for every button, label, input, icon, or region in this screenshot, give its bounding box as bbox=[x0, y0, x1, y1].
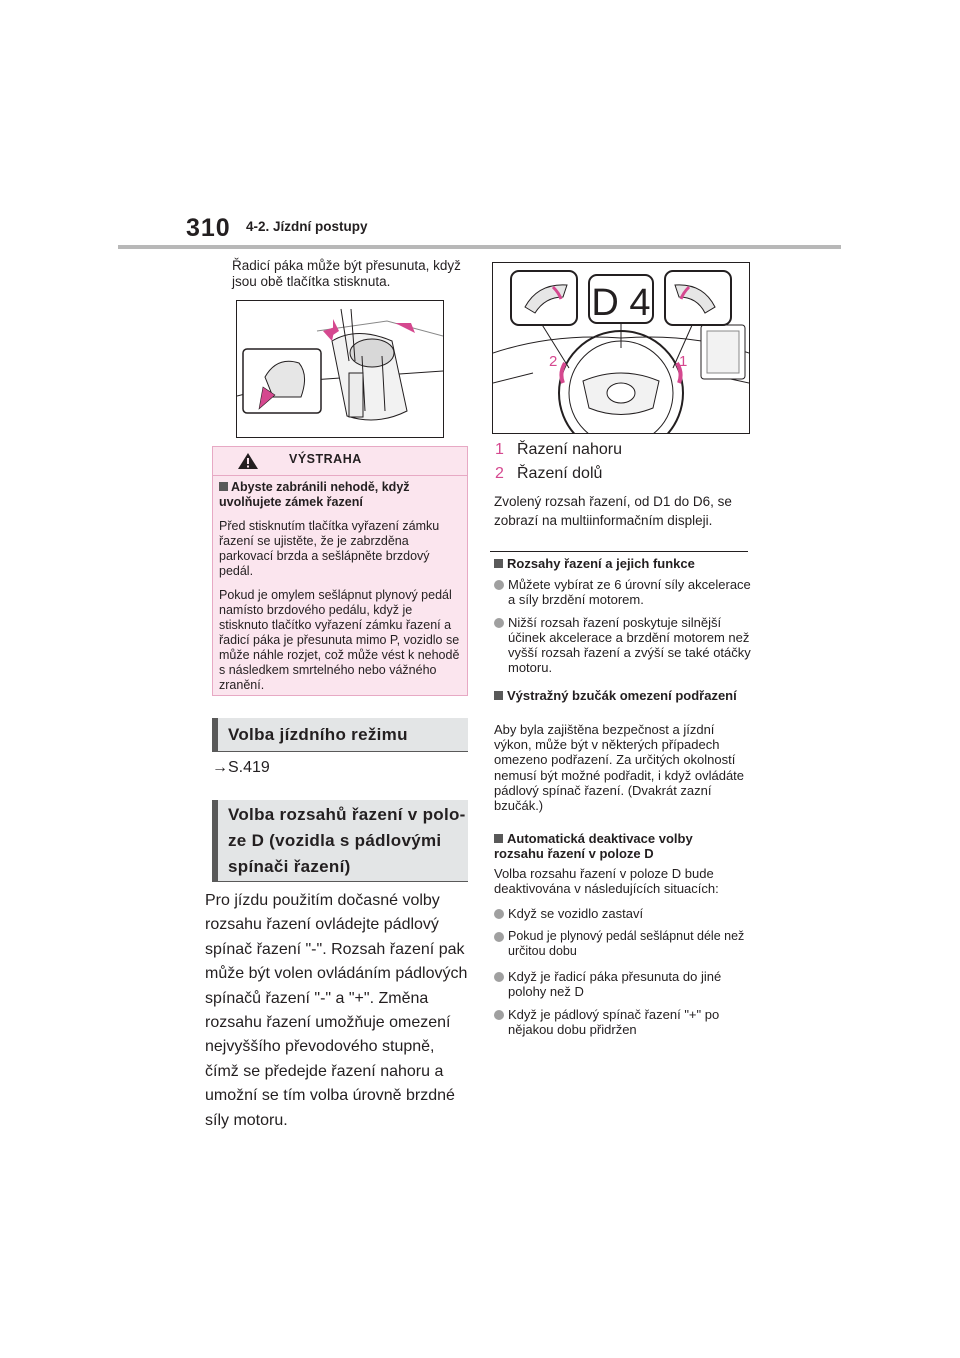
warning-paragraph-1: Před stisknutím tlačítka vyřazení zámku řazení se ujistěte, že je zabrzděna parkovací brzda a sešlápněte brzdový pedál. bbox=[219, 519, 440, 578]
bullet-dot-icon bbox=[494, 932, 504, 942]
warning-header bbox=[213, 447, 467, 476]
bullet-accelerator-held: Pokud je plynový pedál sešlápnut déle než určitou dobu bbox=[494, 929, 758, 959]
section-heading-paddle-shift: Volba rozsahů řazení v polo- ze D (vozidla s pádlovými spínači řazení) bbox=[212, 800, 468, 882]
subheading-buzzer: Výstražný bzučák omezení podřazení bbox=[494, 688, 742, 703]
buzzer-paragraph: Aby byla zajištěna bezpečnost a jízdní výkon, může být v některých případech omezeno podřazení. Za určitých okolností nemusí být možné podřadit, i když ovládáte pádlový spínač řazení. (Dvakrát zazní bzučák.) bbox=[494, 722, 745, 814]
callout-1: 1 bbox=[679, 353, 688, 370]
bullet-dot-icon bbox=[494, 580, 504, 590]
bullet-lever-moved: Když je řadicí páka přesunuta do jiné polohy než D bbox=[494, 969, 754, 999]
section-heading-drive-mode: Volba jízdního režimu bbox=[212, 718, 468, 752]
shift-lever-figure bbox=[236, 300, 444, 438]
warning-title: VÝSTRAHA bbox=[289, 452, 362, 466]
list-item-downshift: 2 Řazení dolů bbox=[495, 465, 603, 482]
warning-triangle-icon bbox=[237, 452, 259, 470]
bullet-levels: Můžete vybírat ze 6 úrovní síly akcelerace a síly brzdění motorem. bbox=[494, 577, 754, 607]
square-bullet-icon bbox=[494, 834, 503, 843]
range-display-note: Zvolený rozsah řazení, od D1 do D6, se zobrazí na multiinformačním displeji. bbox=[494, 494, 732, 528]
bullet-dot-icon bbox=[494, 1010, 504, 1020]
page-number: 310 bbox=[186, 214, 231, 242]
page-reference: →S.419 bbox=[212, 759, 270, 776]
warning-paragraph-2: Pokud je omylem sešlápnut plynový pedál namísto brzdového pedálu, když je stisknuto tlačítko vyřazení zámku řazení a řadicí páka je přesunuta mimo P, vozidlo se může náhle rozjet, což může vést k nehodě s následkem smrtelného nebo vážného zranění. bbox=[219, 588, 460, 692]
bullet-dot-icon bbox=[494, 618, 504, 628]
square-bullet-icon bbox=[219, 482, 228, 491]
bullet-lower-range: Nižší rozsah řazení poskytuje silnější účinek akcelerace a brzdění motorem než vyšší rozsah řazení a zvýší se také otáčky motoru. bbox=[494, 615, 754, 675]
subheading-auto-deactivation: Automatická deaktivace volby rozsahu řazení v poloze D bbox=[494, 831, 693, 861]
bullet-dot-icon bbox=[494, 909, 504, 919]
bullet-plus-held: Když je pádlový spínač řazení "+" po nějakou dobu přidržen bbox=[494, 1007, 754, 1037]
paddle-shift-figure bbox=[492, 262, 750, 434]
auto-deactivation-intro: Volba rozsahu řazení v poloze D bude deaktivována v následujících situacích: bbox=[494, 866, 719, 897]
display-readout: D 4 bbox=[591, 282, 651, 324]
paddle-shift-body: Pro jízdu použitím dočasné volby rozsahu řazení ovládejte pádlový spínač řazení "-". Rozsah řazení pak může být volen ovládáním pádlových spínačů řazení "-" a "+". Změna rozsahu řazení umožňuje omezení nejvyššího převodového stupně, čímž se předejde řazení nahoru a umožní se tím volba úrovně brzdné síly motoru. bbox=[205, 892, 468, 1129]
list-item-upshift: 1 Řazení nahoru bbox=[495, 441, 622, 458]
square-bullet-icon bbox=[494, 559, 503, 568]
square-bullet-icon bbox=[494, 691, 503, 700]
intro-text: Řadicí páka může být přesunuta, když jsou obě tlačítka stisknuta. bbox=[232, 258, 461, 289]
warning-box bbox=[212, 446, 468, 696]
section-title: 4-2. Jízdní postupy bbox=[246, 219, 368, 234]
header-rule bbox=[118, 245, 841, 249]
warning-subtitle: Abyste zabránili nehodě, když uvolňujete zámek řazení bbox=[219, 480, 410, 509]
callout-2: 2 bbox=[549, 353, 558, 370]
bullet-vehicle-stops: Když se vozidlo zastaví bbox=[494, 906, 754, 921]
bullet-dot-icon bbox=[494, 972, 504, 982]
divider bbox=[490, 551, 748, 552]
subheading-ranges: Rozsahy řazení a jejich funkce bbox=[494, 556, 750, 571]
